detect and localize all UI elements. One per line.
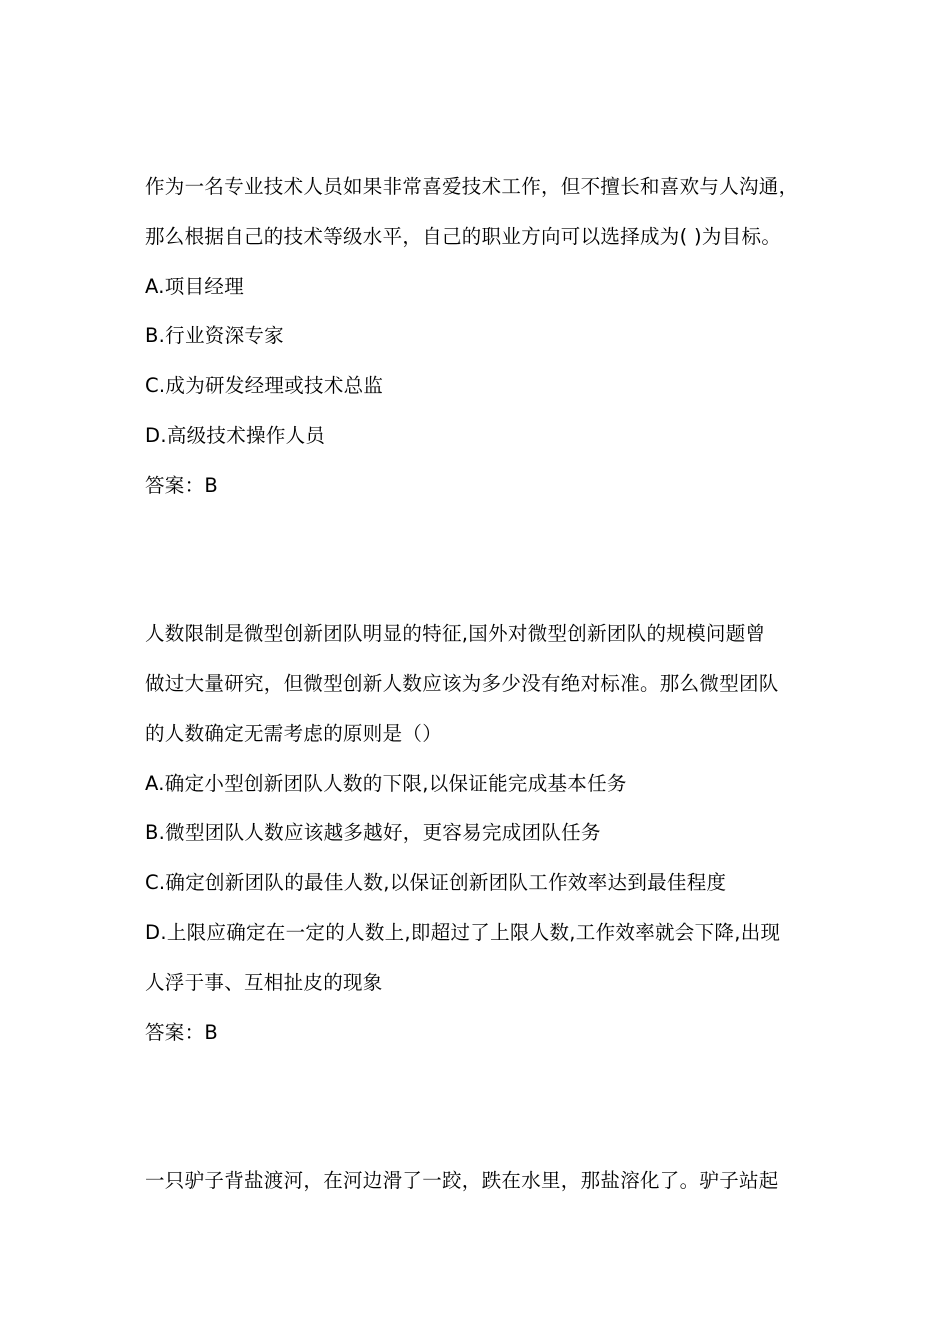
question-2-option-d-line-2: 人浮于事、互相扯皮的现象	[145, 971, 383, 994]
question-1-option-b: B.行业资深专家	[145, 324, 284, 347]
question-2-option-d-line-1: D.上限应确定在一定的人数上,即超过了上限人数,工作效率就会下降,出现	[145, 921, 781, 944]
question-2-option-c: C.确定创新团队的最佳人数,以保证创新团队工作效率达到最佳程度	[145, 871, 727, 894]
question-2-stem-line-1: 人数限制是微型创新团队明显的特征,国外对微型创新团队的规模问题曾	[145, 622, 766, 645]
question-2-option-a: A.确定小型创新团队人数的下限,以保证能完成基本任务	[145, 772, 627, 795]
question-1-option-a: A.项目经理	[145, 275, 244, 298]
question-2-answer: 答案：B	[145, 1021, 219, 1044]
question-1-option-c: C.成为研发经理或技术总监	[145, 374, 384, 397]
question-2-stem-line-3: 的人数确定无需考虑的原则是（）	[145, 722, 443, 745]
question-1-answer: 答案：B	[145, 474, 219, 497]
question-1-option-d: D.高级技术操作人员	[145, 424, 326, 447]
question-1-stem-line-2: 那么根据自己的技术等级水平，自己的职业方向可以选择成为( )为目标。	[145, 225, 782, 248]
question-2-stem-line-2: 做过大量研究，但微型创新人数应该为多少没有绝对标准。那么微型团队	[145, 672, 779, 695]
question-2-option-b: B.微型团队人数应该越多越好，更容易完成团队任务	[145, 821, 601, 844]
question-3-stem-line-1: 一只驴子背盐渡河，在河边滑了一跤，跌在水里，那盐溶化了。驴子站起	[145, 1169, 779, 1192]
question-1-stem-line-1: 作为一名专业技术人员如果非常喜爱技术工作，但不擅长和喜欢与人沟通，	[145, 175, 799, 198]
